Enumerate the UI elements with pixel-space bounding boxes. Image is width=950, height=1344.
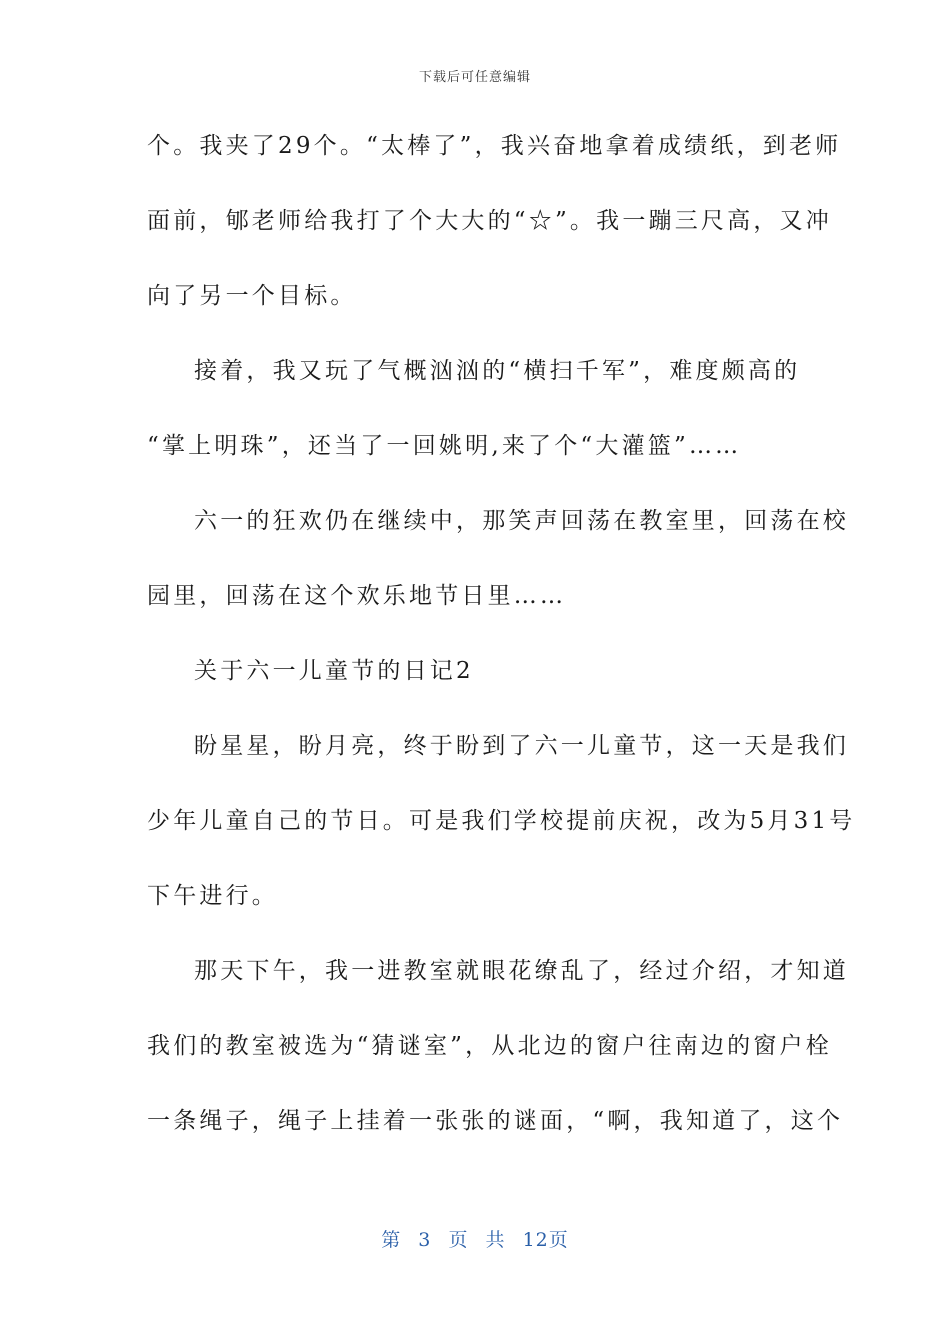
footer-page-unit: 页 [448,1229,469,1251]
body-line: 我们的教室被选为“猜谜室”，从北边的窗户往南边的窗户栓 [147,1033,832,1059]
footer-total-label: 共 [485,1229,506,1251]
body-line: 面前，郇老师给我打了个大大的“☆”。我一蹦三尺高，又冲 [147,208,832,234]
footer-total-pages: 12页 [522,1229,569,1251]
body-line: 少年儿童自己的节日。可是我们学校提前庆祝，改为5月31号 [147,808,856,834]
section-heading: 关于六一儿童节的日记2 [194,658,474,684]
body-line: 个。我夹了29个。“太棒了”，我兴奋地拿着成绩纸，到老师 [147,133,842,159]
page-header: 下载后可任意编辑 [418,70,531,85]
body-line: 园里，回荡在这个欢乐地节日里…… [147,583,567,609]
footer-page-label: 第 [381,1229,402,1251]
body-line: 六一的狂欢仍在继续中，那笑声回荡在教室里，回荡在校 [194,508,849,534]
document-body [147,116,856,1166]
body-line: 一条绳子，绳子上挂着一张张的谜面，“啊，我知道了，这个 [147,1108,844,1134]
body-line: 下午进行。 [147,883,278,909]
body-line: 盼星星，盼月亮，终于盼到了六一儿童节，这一天是我们 [194,733,849,759]
footer-current-page: 3 [418,1229,432,1251]
page-footer [0,1225,950,1252]
body-line: 向了另一个目标。 [147,283,357,309]
body-line: 那天下午，我一进教室就眼花缭乱了，经过介绍，才知道 [194,958,849,984]
body-line: “掌上明珠”，还当了一回姚明,来了个“大灌篮”…… [147,433,742,459]
body-line: 接着，我又玩了气概汹汹的“横扫千军”，难度颇高的 [194,358,801,384]
